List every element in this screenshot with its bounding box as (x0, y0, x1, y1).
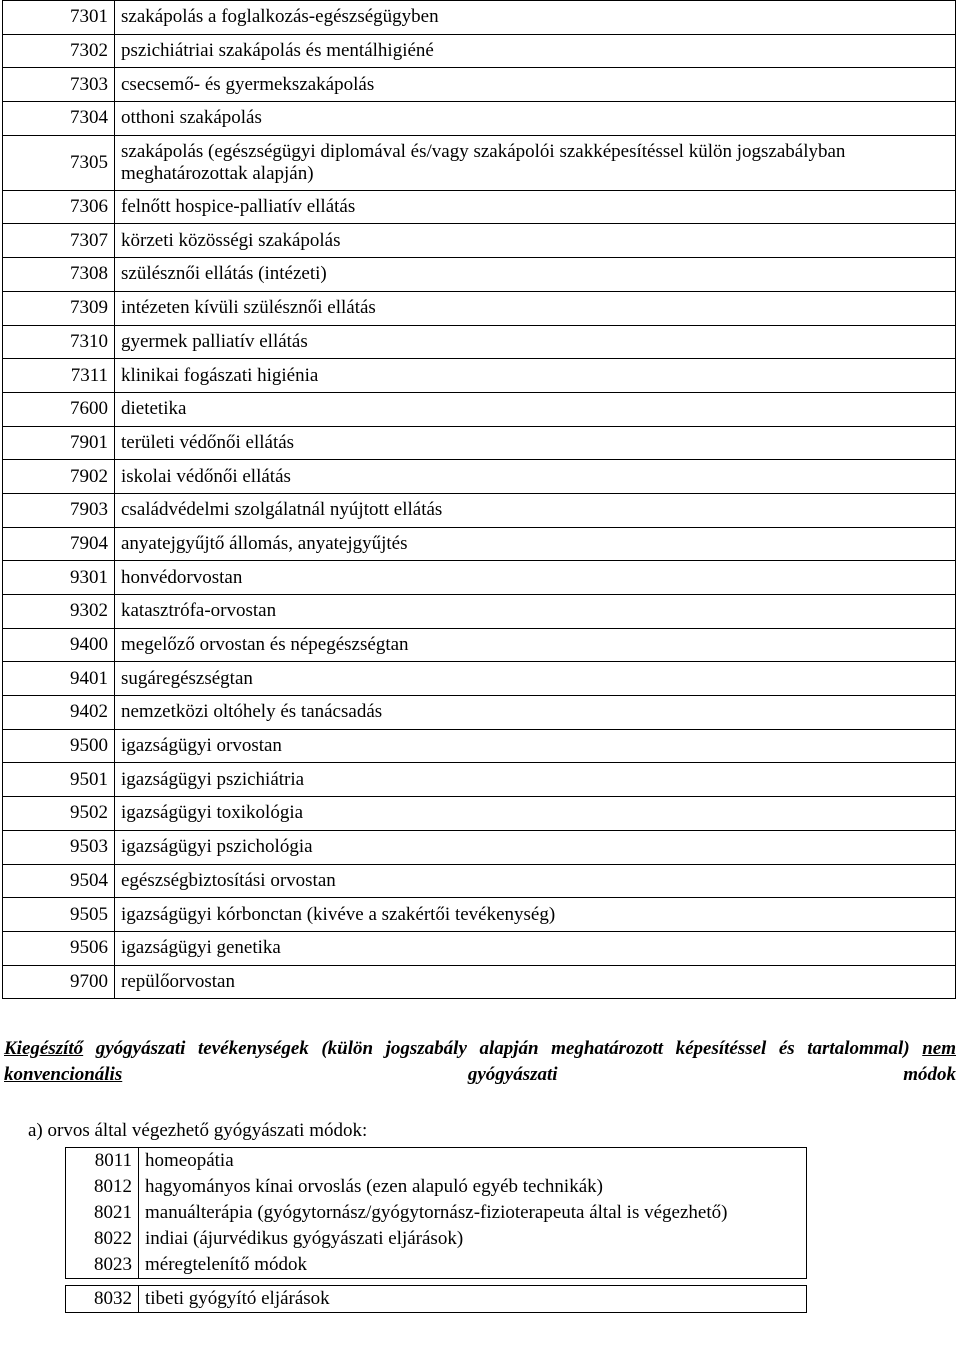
table-row (3, 763, 956, 797)
table-row (3, 426, 956, 460)
specialty-code-table (2, 0, 956, 999)
table-row (3, 662, 956, 696)
code-cell: 8012 (66, 1174, 139, 1200)
table-row (3, 460, 956, 494)
table-row (3, 864, 956, 898)
table-row (3, 258, 956, 292)
code-cell: 8011 (66, 1148, 139, 1175)
description-cell: felnőtt hospice-palliatív ellátás (115, 190, 956, 224)
table-row (66, 1226, 807, 1252)
description-cell: gyermek palliatív ellátás (115, 325, 956, 359)
description-cell: szülésznői ellátás (intézeti) (115, 258, 956, 292)
heading-underlined-word: Kiegészítő (4, 1038, 84, 1059)
code-cell: 7308 (3, 258, 115, 292)
heading-text: gyógyászati tevékenységek (külön jogszabály alapján meghatározott képesítéssel és tartalommal) (83, 1038, 923, 1059)
table-row (3, 527, 956, 561)
code-cell: 9402 (3, 696, 115, 730)
subsection-label: a) orvos által végezhető gyógyászati módok: (28, 1120, 368, 1141)
code-cell: 7310 (3, 325, 115, 359)
code-cell: 9506 (3, 931, 115, 965)
description-cell: nemzetközi oltóhely és tanácsadás (115, 696, 956, 730)
description-cell: igazságügyi pszichiátria (115, 763, 956, 797)
table-row (3, 392, 956, 426)
code-cell: 9500 (3, 729, 115, 763)
description-cell: területi védőnői ellátás (115, 426, 956, 460)
description-cell: igazságügyi orvostan (115, 729, 956, 763)
table-row (3, 830, 956, 864)
table-row (3, 68, 956, 102)
code-cell: 7305 (3, 135, 115, 190)
description-cell: manuálterápia (gyógytornász/gyógytornász-fizioterapeuta által is végezhető) (145, 1202, 728, 1223)
code-cell: 7307 (3, 224, 115, 258)
description-cell: sugáregészségtan (115, 662, 956, 696)
table-row (3, 190, 956, 224)
code-cell: 7309 (3, 291, 115, 325)
table-row (3, 224, 956, 258)
table-row (3, 1, 956, 35)
table-row (3, 359, 956, 393)
code-cell: 9301 (3, 561, 115, 595)
code-cell: 7902 (3, 460, 115, 494)
code-cell: 7600 (3, 392, 115, 426)
code-cell: 9302 (3, 595, 115, 629)
description-cell: homeopátia (145, 1150, 234, 1171)
description-cell: igazságügyi toxikológia (115, 797, 956, 831)
code-cell: 8022 (66, 1226, 139, 1252)
description-cell: igazságügyi pszichológia (115, 830, 956, 864)
heading-underlined-phrase: nem konvencionális (4, 1038, 956, 1085)
code-cell: 7306 (3, 190, 115, 224)
table-group (66, 1286, 807, 1313)
description-cell: katasztrófa-orvostan (115, 595, 956, 629)
table-gap (66, 1279, 807, 1286)
code-cell: 8032 (66, 1286, 139, 1313)
description-cell: csecsemő- és gyermekszakápolás (115, 68, 956, 102)
table-row (3, 898, 956, 932)
table-row (3, 102, 956, 136)
description-cell: honvédorvostan (115, 561, 956, 595)
code-cell: 9400 (3, 628, 115, 662)
table-row (3, 493, 956, 527)
code-cell: 9503 (3, 830, 115, 864)
table-row (3, 729, 956, 763)
description-cell: pszichiátriai szakápolás és mentálhigiéné (115, 34, 956, 68)
description-cell: otthoni szakápolás (115, 102, 956, 136)
code-cell: 7311 (3, 359, 115, 393)
table-row (3, 965, 956, 999)
code-cell: 7303 (3, 68, 115, 102)
description-cell: családvédelmi szolgálatnál nyújtott ellátás (115, 493, 956, 527)
code-cell: 7903 (3, 493, 115, 527)
table-row (3, 797, 956, 831)
description-cell: egészségbiztosítási orvostan (115, 864, 956, 898)
heading-text-end: gyógyászati módok (122, 1064, 956, 1085)
code-cell: 8021 (66, 1200, 139, 1226)
description-cell: indiai (ájurvédikus gyógyászati eljárások) (145, 1228, 464, 1249)
code-cell: 8023 (66, 1252, 139, 1279)
code-cell: 7901 (3, 426, 115, 460)
code-cell: 9505 (3, 898, 115, 932)
table-row (3, 595, 956, 629)
table-row (66, 1148, 807, 1175)
code-cell: 7302 (3, 34, 115, 68)
description-cell: tibeti gyógyító eljárások (145, 1288, 330, 1309)
description-cell: klinikai fogászati higiénia (115, 359, 956, 393)
table-row (3, 291, 956, 325)
table-row (3, 34, 956, 68)
table-row (3, 696, 956, 730)
description-cell: hagyományos kínai orvoslás (ezen alapuló egyéb technikák) (145, 1176, 603, 1197)
table-row (3, 628, 956, 662)
section-heading (4, 1036, 956, 1088)
code-cell: 9504 (3, 864, 115, 898)
code-cell: 9401 (3, 662, 115, 696)
description-cell: iskolai védőnői ellátás (115, 460, 956, 494)
description-cell: intézeten kívüli szülésznői ellátás (115, 291, 956, 325)
table-row (3, 325, 956, 359)
table-row (66, 1174, 807, 1200)
table-row (66, 1200, 807, 1226)
description-cell: szakápolás (egészségügyi diplomával és/vagy szakápolói szakképesítéssel külön jogszabályban meghatározottak alapján) (115, 135, 956, 190)
description-cell: repülőorvostan (115, 965, 956, 999)
alternative-medicine-table (65, 1147, 807, 1313)
code-cell: 9502 (3, 797, 115, 831)
table-group (66, 1148, 807, 1279)
description-cell: megelőző orvostan és népegészségtan (115, 628, 956, 662)
table-row (3, 931, 956, 965)
code-cell: 9700 (3, 965, 115, 999)
code-cell: 7304 (3, 102, 115, 136)
description-cell: dietetika (115, 392, 956, 426)
code-cell: 9501 (3, 763, 115, 797)
table-row (3, 135, 956, 190)
description-cell: igazságügyi kórbonctan (kivéve a szakértői tevékenység) (115, 898, 956, 932)
table-row (66, 1252, 807, 1279)
description-cell: körzeti közösségi szakápolás (115, 224, 956, 258)
code-cell: 7301 (3, 1, 115, 35)
description-cell: igazságügyi genetika (115, 931, 956, 965)
description-cell: anyatejgyűjtő állomás, anyatejgyűjtés (115, 527, 956, 561)
table-row (66, 1286, 807, 1313)
table-row (3, 561, 956, 595)
description-cell: szakápolás a foglalkozás-egészségügyben (115, 1, 956, 35)
description-cell: méregtelenítő módok (145, 1254, 307, 1275)
code-cell: 7904 (3, 527, 115, 561)
